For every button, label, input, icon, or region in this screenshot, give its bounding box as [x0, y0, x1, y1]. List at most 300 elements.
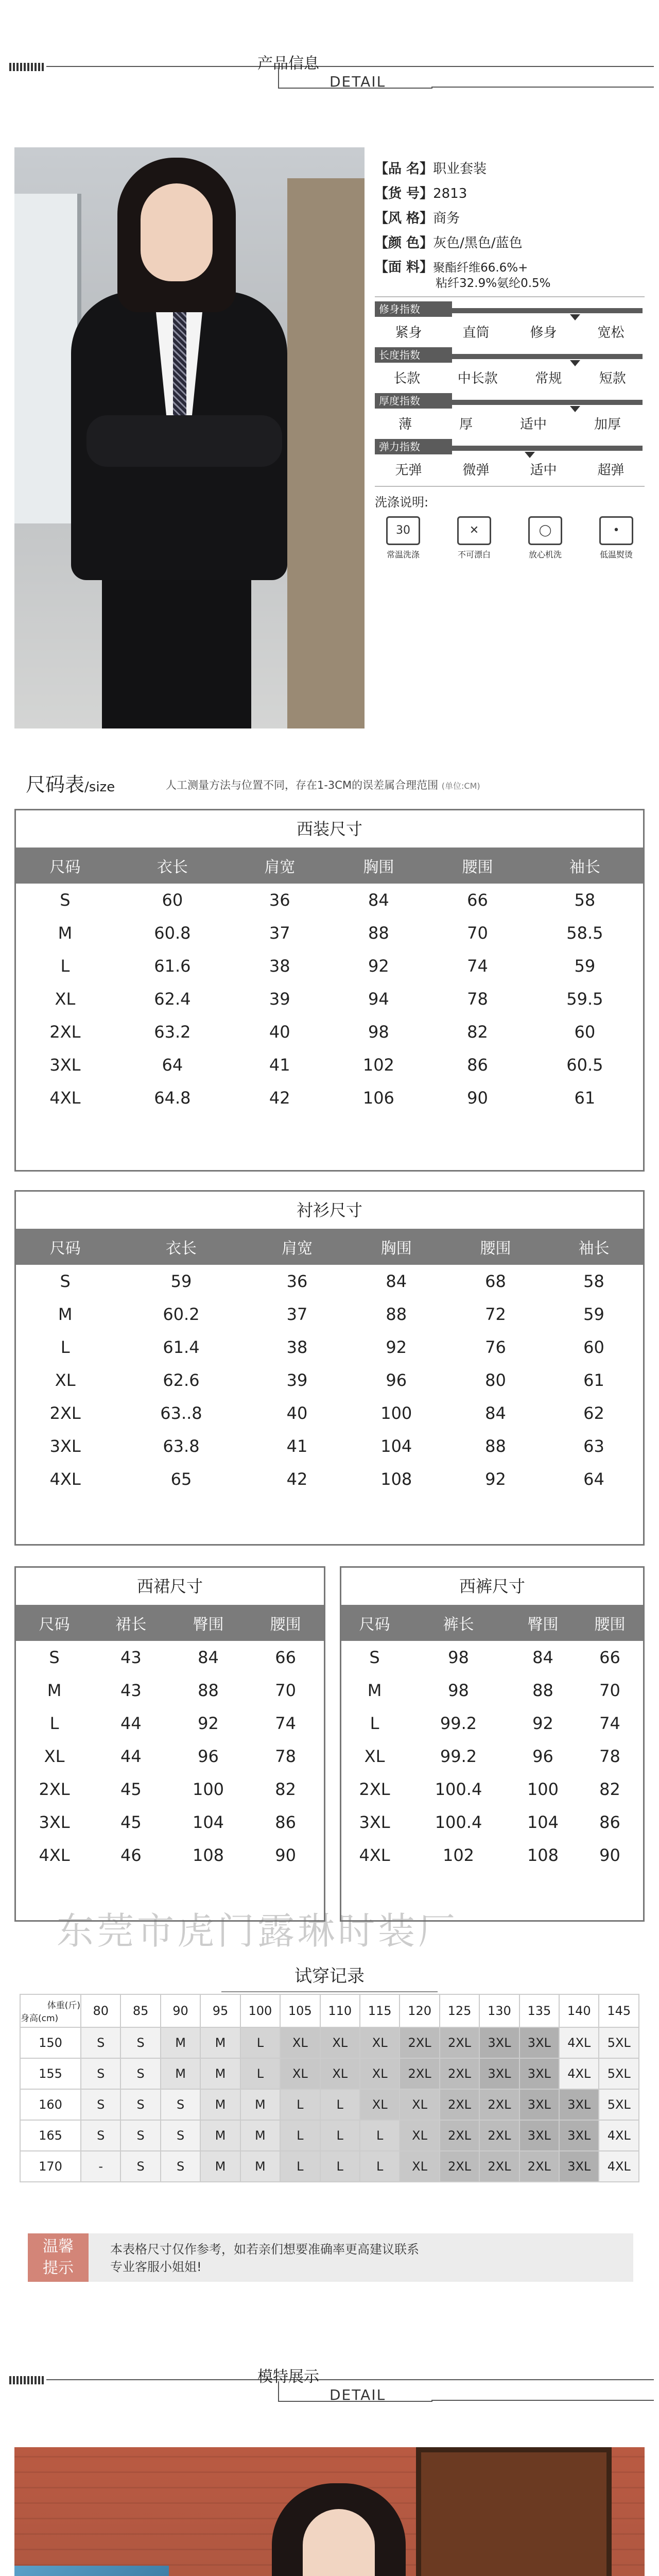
table-cell: 78 [467, 989, 488, 1009]
fit-size-cell: L [240, 2058, 280, 2089]
table-cell: 88 [485, 1436, 506, 1456]
table-cell: 92 [386, 1337, 407, 1357]
table-cell: 60 [583, 1337, 604, 1357]
info-item-number: 【货 号】2813 [375, 186, 467, 201]
info-style: 【风 格】商务 [375, 211, 460, 226]
fit-size-cell: M [240, 2120, 280, 2151]
scale-option: 微弹 [462, 463, 490, 478]
table-cell: 88 [532, 1681, 553, 1700]
product-photo [14, 147, 365, 728]
table-cell: 74 [599, 1714, 620, 1733]
scale-bar [452, 400, 643, 405]
column-header: 尺码 [341, 1605, 408, 1641]
column-header: 衣长 [114, 1229, 248, 1265]
scale-option: 紧身 [395, 325, 422, 341]
fit-size-cell: M [240, 2089, 280, 2120]
scale-option: 宽松 [597, 325, 625, 341]
table-cell: L [49, 1714, 59, 1733]
scale-option: 常规 [535, 371, 562, 386]
table-cell: 58 [574, 890, 596, 910]
table-cell: 66 [599, 1648, 620, 1667]
table-cell: 84 [386, 1272, 407, 1291]
table-cell: 61 [583, 1370, 604, 1390]
scale-option: 薄 [398, 417, 412, 432]
table-cell: 2XL [359, 1780, 390, 1799]
no-bleach-icon: ✕ [457, 516, 491, 545]
scale-bar [452, 308, 643, 313]
fit-size-cell: 2XL [400, 2027, 439, 2058]
fit-record-title: 试穿记录 [0, 1962, 659, 1992]
table-cell: 4XL [359, 1845, 390, 1865]
table-cell: M [58, 923, 73, 943]
table-cell: 4XL [49, 1088, 81, 1108]
fit-size-cell: 3XL [559, 2089, 599, 2120]
fit-size-cell: 2XL [440, 2089, 479, 2120]
table-cell: 64.8 [154, 1088, 191, 1108]
scale-option: 超弹 [597, 463, 625, 478]
table-row [16, 1740, 324, 1773]
table-cell: 72 [485, 1304, 506, 1324]
table-cell: 104 [192, 1812, 224, 1832]
fit-size-cell: M [200, 2151, 240, 2182]
table-cell: XL [364, 1747, 385, 1766]
table-cell: 70 [275, 1681, 296, 1700]
weight-header: 130 [479, 1994, 519, 2027]
height-cell: 155 [20, 2058, 81, 2089]
table-cell: 39 [286, 1370, 308, 1390]
table-cell: M [367, 1681, 382, 1700]
fit-size-cell: 2XL [479, 2089, 519, 2120]
size-chart-heading: 尺码表/size [26, 773, 115, 796]
table-cell: 96 [198, 1747, 219, 1766]
fit-record-table [20, 1994, 639, 2182]
fit-size-cell: 5XL [599, 2089, 639, 2120]
table-cell: 98 [448, 1681, 469, 1700]
table-cell: 90 [275, 1845, 296, 1865]
fit-size-cell: 4XL [599, 2151, 639, 2182]
fit-row [20, 2027, 639, 2058]
tip-text: 本表格尺寸仅作参考，如若亲们想要准确率更高建议联系 专业客服小姐姐! [110, 2242, 419, 2274]
table-row [341, 1674, 643, 1707]
fit-size-cell: 3XL [519, 2120, 559, 2151]
table-cell: 60.2 [163, 1304, 200, 1324]
model-show-header [0, 2349, 659, 2411]
table-cell: 78 [599, 1747, 620, 1766]
table-cell: 82 [467, 1022, 488, 1042]
fit-size-cell: XL [400, 2120, 439, 2151]
table-row [341, 1806, 643, 1839]
table-cell: 104 [380, 1436, 412, 1456]
fit-size-cell: M [200, 2058, 240, 2089]
table-cell: 43 [120, 1648, 142, 1667]
table-cell: XL [44, 1747, 65, 1766]
fit-size-cell: S [81, 2120, 120, 2151]
column-header: 袖长 [545, 1229, 643, 1265]
table-row [341, 1641, 643, 1674]
table-title: 西装尺寸 [296, 819, 362, 839]
table-row [16, 1364, 643, 1397]
table-row [16, 1048, 643, 1081]
table-row [341, 1839, 643, 1872]
table-row [16, 982, 643, 1015]
weight-header: 115 [360, 1994, 400, 2027]
wash-care-label: 常温洗涤 [386, 550, 420, 560]
scale-label: 长度指数 [375, 347, 452, 363]
fit-size-cell: M [200, 2089, 240, 2120]
column-header: 袖长 [527, 848, 643, 884]
table-cell: 108 [192, 1845, 224, 1865]
column-header: 腰围 [247, 1605, 324, 1641]
scale-bar [452, 354, 643, 359]
fit-size-cell: XL [360, 2089, 400, 2120]
column-header: 尺码 [16, 848, 114, 884]
column-header: 尺码 [16, 1605, 93, 1641]
table-cell: 60.8 [154, 923, 191, 943]
index-scale [375, 347, 645, 389]
table-row [16, 1707, 324, 1740]
wash-tub-icon: 30 [386, 516, 420, 545]
height-axis-label: 身高(cm) [21, 2013, 59, 2024]
table-cell: 64 [583, 1469, 604, 1489]
table-cell: 96 [532, 1747, 553, 1766]
product-info-panel [375, 157, 645, 560]
table-cell: 63..8 [160, 1403, 202, 1423]
table-cell: 60 [574, 1022, 596, 1042]
info-fabric: 【面 料】聚酯纤维66.6%+ 粘纤32.9%氨纶0.5% [375, 260, 551, 290]
table-cell: 82 [599, 1780, 620, 1799]
table-cell: 61.6 [154, 956, 191, 976]
table-header-row [16, 1229, 643, 1265]
table-cell: 63.8 [163, 1436, 200, 1456]
fit-size-cell: S [81, 2027, 120, 2058]
fit-row [20, 2089, 639, 2120]
table-cell: 90 [599, 1845, 620, 1865]
table-cell: 102 [442, 1845, 475, 1865]
table-row [16, 1015, 643, 1048]
table-cell: 45 [120, 1780, 142, 1799]
table-cell: 108 [380, 1469, 412, 1489]
scale-option: 长款 [393, 371, 421, 386]
tumble-dry-icon: ◯ [528, 516, 562, 545]
fit-size-cell: M [200, 2027, 240, 2058]
fit-size-cell: S [120, 2089, 160, 2120]
table-cell: 70 [599, 1681, 620, 1700]
fit-size-cell: M [240, 2151, 280, 2182]
fit-size-cell: 3XL [479, 2058, 519, 2089]
table-row [16, 1463, 643, 1496]
table-cell: S [60, 890, 71, 910]
column-header: 胸围 [346, 1229, 446, 1265]
watermark: 东莞市虎门露琳时装厂 [57, 1909, 459, 1953]
table-row [16, 917, 643, 950]
table-cell: 94 [368, 989, 389, 1009]
scale-option: 适中 [530, 463, 557, 478]
fit-size-cell: L [280, 2089, 320, 2120]
model-photo [14, 2447, 645, 2576]
table-row [16, 1265, 643, 1298]
table-cell: 62.4 [154, 989, 191, 1009]
fit-size-cell: XL [280, 2058, 320, 2089]
fit-size-cell: 5XL [599, 2058, 639, 2089]
table-header-row [16, 848, 643, 884]
table-cell: 62.6 [163, 1370, 200, 1390]
weight-header: 100 [240, 1994, 280, 2027]
fit-size-cell: 2XL [440, 2120, 479, 2151]
weight-axis-label: 体重(斤) [47, 2001, 80, 2011]
table-cell: 84 [198, 1648, 219, 1667]
table-cell: 2XL [49, 1022, 81, 1042]
table-cell: 68 [485, 1272, 506, 1291]
suit-size-table [14, 809, 645, 1172]
table-cell: 92 [532, 1714, 553, 1733]
table-cell: 104 [527, 1812, 559, 1832]
scale-marker-icon [525, 452, 535, 458]
fit-row [20, 2151, 639, 2182]
weight-header: 135 [519, 1994, 559, 2027]
fit-size-cell: XL [400, 2089, 439, 2120]
fit-corner-cell [20, 1994, 81, 2027]
weight-header: 105 [280, 1994, 320, 2027]
table-cell: 2XL [39, 1780, 70, 1799]
fit-size-cell: L [360, 2120, 400, 2151]
fit-size-cell: XL [400, 2151, 439, 2182]
section-title: 产品信息 [257, 55, 319, 73]
section-title: 模特展示 [257, 2368, 319, 2386]
table-cell: 100 [527, 1780, 559, 1799]
table-cell: 82 [275, 1780, 296, 1799]
table-cell: 70 [467, 923, 488, 943]
table-title: 衬衫尺寸 [296, 1200, 362, 1220]
table-cell: S [49, 1648, 60, 1667]
table-cell: S [369, 1648, 380, 1667]
table-row [16, 1641, 324, 1674]
fit-size-cell: - [81, 2151, 120, 2182]
table-cell: 74 [275, 1714, 296, 1733]
fit-size-cell: S [161, 2120, 200, 2151]
column-header: 肩宽 [248, 1229, 346, 1265]
table-cell: 100 [192, 1780, 224, 1799]
fit-size-cell: 2XL [479, 2151, 519, 2182]
column-header: 肩宽 [231, 848, 328, 884]
table-cell: 96 [386, 1370, 407, 1390]
fit-size-cell: 2XL [519, 2151, 559, 2182]
table-cell: 66 [275, 1648, 296, 1667]
scale-option: 短款 [599, 371, 626, 386]
fit-size-cell: 3XL [559, 2151, 599, 2182]
table-header-row [16, 1605, 324, 1641]
table-row [16, 1839, 324, 1872]
divider [375, 296, 645, 297]
fit-size-cell: 2XL [440, 2058, 479, 2089]
table-cell: 61 [574, 1088, 596, 1108]
table-row [16, 1331, 643, 1364]
table-cell: 4XL [39, 1845, 70, 1865]
table-cell: S [60, 1272, 71, 1291]
table-cell: 36 [286, 1272, 308, 1291]
table-cell: 59.5 [566, 989, 603, 1009]
table-row [16, 1298, 643, 1331]
table-cell: 88 [386, 1304, 407, 1324]
fit-size-cell: S [161, 2089, 200, 2120]
table-cell: 42 [269, 1088, 290, 1108]
index-scale [375, 439, 645, 481]
fit-size-cell: M [161, 2058, 200, 2089]
fit-size-cell: 3XL [519, 2027, 559, 2058]
table-cell: 44 [120, 1747, 142, 1766]
table-cell: 84 [532, 1648, 553, 1667]
weight-header: 120 [400, 1994, 439, 2027]
fit-size-cell: XL [320, 2058, 360, 2089]
wash-care-label: 低温熨烫 [599, 550, 633, 560]
table-cell: M [47, 1681, 62, 1700]
fit-row [20, 2058, 639, 2089]
table-cell: 3XL [39, 1812, 70, 1832]
size-note: 人工测量方法与位置不同，存在1-3CM的误差属合理范围 (单位:CM) [166, 779, 480, 791]
fit-header-row [20, 1994, 639, 2027]
table-cell: 62 [583, 1403, 604, 1423]
table-cell: 59 [574, 956, 596, 976]
table-cell: 86 [275, 1812, 296, 1832]
scale-option: 厚 [459, 417, 473, 432]
fit-size-cell: M [161, 2027, 200, 2058]
table-cell: 80 [485, 1370, 506, 1390]
weight-header: 80 [81, 1994, 120, 2027]
divider [375, 486, 645, 487]
section-subtitle: DETAIL [330, 73, 386, 90]
weight-header: 85 [120, 1994, 160, 2027]
fit-size-cell: 2XL [440, 2151, 479, 2182]
fit-size-cell: L [320, 2089, 360, 2120]
info-color: 【颜 色】灰色/黑色/蓝色 [375, 235, 523, 251]
fit-size-cell: L [360, 2151, 400, 2182]
index-scale [375, 393, 645, 435]
table-cell: 63.2 [154, 1022, 191, 1042]
table-cell: 106 [362, 1088, 394, 1108]
table-row [16, 1081, 643, 1114]
table-cell: 41 [286, 1436, 308, 1456]
fit-size-cell: 3XL [559, 2120, 599, 2151]
wash-care-item [446, 516, 502, 560]
table-row [16, 884, 643, 917]
column-header: 裤长 [408, 1605, 509, 1641]
column-header: 臀围 [169, 1605, 247, 1641]
fit-size-cell: S [120, 2151, 160, 2182]
table-cell: 100.4 [435, 1812, 482, 1832]
bracket-rule [431, 2400, 654, 2401]
wash-care-item [375, 516, 431, 560]
table-cell: L [370, 1714, 379, 1733]
table-cell: 86 [467, 1055, 488, 1075]
weight-header: 145 [599, 1994, 639, 2027]
table-cell: 59 [170, 1272, 192, 1291]
fit-size-cell: S [81, 2058, 120, 2089]
fit-size-cell: 2XL [479, 2120, 519, 2151]
table-cell: 76 [485, 1337, 506, 1357]
table-cell: 58 [583, 1272, 604, 1291]
fit-size-cell: L [280, 2151, 320, 2182]
height-cell: 150 [20, 2027, 81, 2058]
shirt-size-table [14, 1190, 645, 1546]
column-header: 衣长 [114, 848, 231, 884]
column-header: 腰围 [577, 1605, 643, 1641]
table-cell: 3XL [49, 1436, 81, 1456]
table-header-row [341, 1605, 643, 1641]
info-name: 【品 名】职业套装 [375, 161, 487, 177]
wash-care-item [588, 516, 645, 560]
table-cell: 66 [467, 890, 488, 910]
scale-label: 弹力指数 [375, 439, 452, 454]
table-cell: 108 [527, 1845, 559, 1865]
fit-size-cell: S [120, 2027, 160, 2058]
wash-care-label: 不可漂白 [457, 550, 491, 560]
fit-size-cell: 2XL [400, 2058, 439, 2089]
table-cell: 78 [275, 1747, 296, 1766]
table-cell: 88 [368, 923, 389, 943]
scale-option: 中长款 [457, 371, 498, 386]
table-cell: 65 [170, 1469, 192, 1489]
table-cell: 37 [286, 1304, 308, 1324]
wash-instructions-label: 洗涤说明: [375, 495, 429, 510]
fit-size-cell: L [240, 2027, 280, 2058]
fit-size-cell: 4XL [559, 2058, 599, 2089]
pants-size-table [340, 1566, 645, 1922]
table-row [16, 1397, 643, 1430]
table-cell: 92 [198, 1714, 219, 1733]
wash-care-item [517, 516, 574, 560]
table-row [341, 1740, 643, 1773]
table-cell: 60 [162, 890, 183, 910]
table-cell: 99.2 [440, 1714, 477, 1733]
product-info-header [0, 36, 659, 98]
table-cell: 58.5 [566, 923, 603, 943]
scale-marker-icon [570, 360, 580, 366]
table-row [16, 1773, 324, 1806]
table-cell: L [60, 1337, 70, 1357]
table-cell: 38 [286, 1337, 308, 1357]
table-cell: 61.4 [163, 1337, 200, 1357]
height-cell: 170 [20, 2151, 81, 2182]
fit-size-cell: 5XL [599, 2027, 639, 2058]
fit-size-cell: S [81, 2089, 120, 2120]
table-row [16, 1806, 324, 1839]
scale-marker-icon [570, 406, 580, 412]
fit-size-cell: S [120, 2120, 160, 2151]
tip-badge: 温馨 提示 [28, 2233, 89, 2282]
table-cell: 36 [269, 890, 290, 910]
table-cell: L [60, 956, 70, 976]
table-cell: 84 [368, 890, 389, 910]
table-cell: 4XL [49, 1469, 81, 1489]
tip-box [28, 2233, 633, 2282]
table-cell: M [58, 1304, 73, 1324]
table-cell: XL [55, 989, 76, 1009]
fit-size-cell: S [120, 2058, 160, 2089]
table-cell: 63 [583, 1436, 604, 1456]
table-cell: 100.4 [435, 1780, 482, 1799]
bracket-rule [431, 87, 654, 88]
fit-size-cell: 3XL [519, 2089, 559, 2120]
table-cell: 38 [269, 956, 290, 976]
skirt-size-table [14, 1566, 325, 1922]
scale-option: 适中 [519, 417, 547, 432]
table-cell: 2XL [49, 1403, 81, 1423]
table-cell: 74 [467, 956, 488, 976]
table-row [341, 1773, 643, 1806]
table-cell: 86 [599, 1812, 620, 1832]
table-title: 西裙尺寸 [136, 1577, 203, 1596]
table-cell: 40 [269, 1022, 290, 1042]
table-cell: 88 [198, 1681, 219, 1700]
